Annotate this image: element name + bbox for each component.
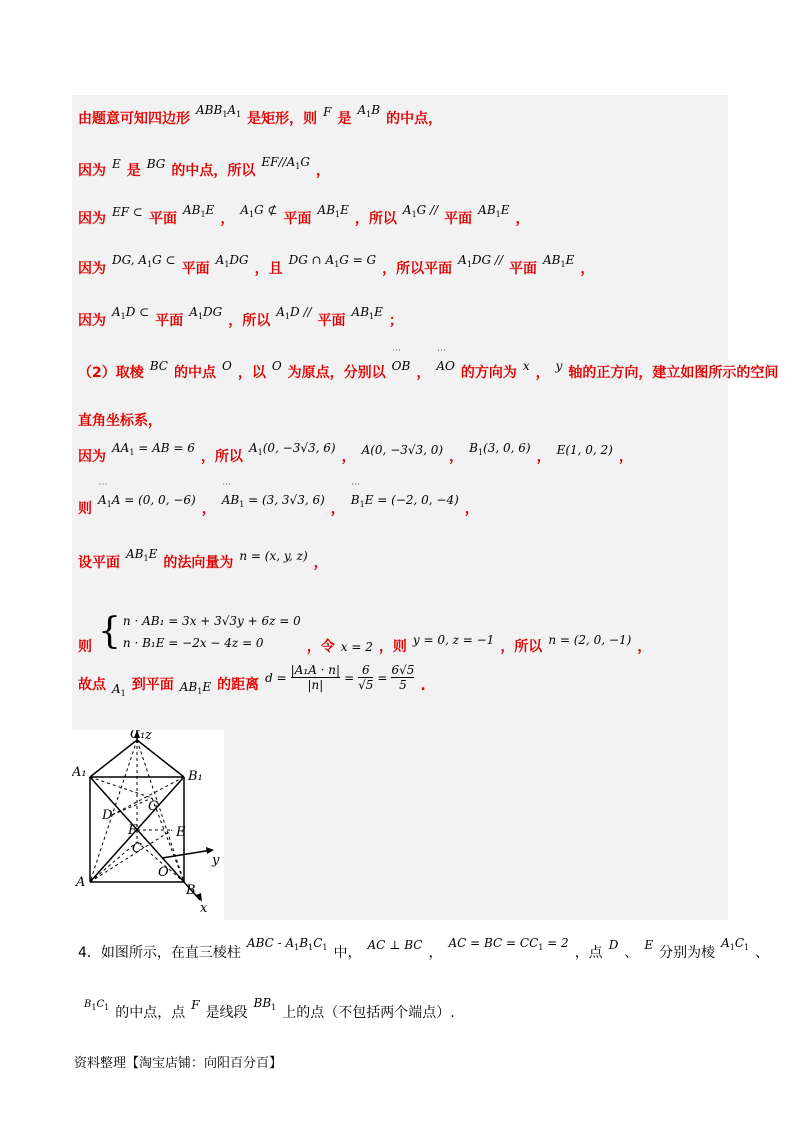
math: DG ∩ $A_1G = G$	[288, 253, 377, 269]
math: $A_1B$	[357, 103, 381, 119]
equation-1: n · AB₁ = 3x + 3√3y + 6z = 0	[122, 614, 301, 628]
math: $ABB_1A_1$	[196, 103, 242, 119]
text: 轴的正方向，建立如图所示的空间	[568, 365, 779, 381]
text: 4．如图所示，在直三棱柱	[78, 945, 241, 961]
text: ，	[515, 211, 530, 227]
math: $EF//A_1G$	[261, 155, 310, 171]
text: ，	[449, 449, 464, 465]
label-g: G	[148, 799, 159, 814]
solution-line-5	[78, 305, 403, 330]
text: 分别为棱	[659, 945, 716, 961]
text: ，	[330, 501, 345, 517]
line-dg	[112, 798, 152, 815]
text: 的距离	[217, 677, 260, 693]
text: 平面	[444, 211, 473, 227]
math: $AB_1E$	[179, 680, 212, 696]
line-c1a	[90, 740, 137, 882]
line-c1b	[137, 740, 184, 882]
text: 上的点（不包括两个端点）.	[282, 1005, 455, 1021]
text: 设平面	[78, 555, 120, 571]
text: 故点	[78, 677, 106, 693]
math: $AB_1E$	[126, 547, 158, 563]
math: y	[555, 359, 563, 373]
solution-line-11	[78, 612, 651, 656]
text: ，令	[306, 639, 335, 655]
math: O	[271, 359, 282, 373]
vector-b1e: ˙˙˙ $B_1E = (-2$, 0, −4)	[351, 493, 459, 509]
math: $B_1C_1$	[84, 999, 110, 1012]
math: O	[221, 359, 232, 373]
math: AC ⊥ BC	[367, 938, 423, 952]
text: ，所以	[354, 211, 397, 227]
label-c1: C₁	[130, 730, 146, 742]
text: 到平面	[131, 677, 174, 693]
label-z: z	[145, 730, 152, 743]
solution-line-10	[78, 547, 328, 572]
text: ，所以	[200, 449, 243, 465]
math: AC = BC = $CC_1 = 2$	[448, 936, 569, 952]
text: 是	[126, 163, 141, 179]
text: 平面	[148, 211, 177, 227]
label-e: E	[176, 825, 186, 840]
prism-figure	[72, 730, 224, 920]
math: E(1, 0, 2)	[556, 443, 613, 457]
text: 平面	[317, 313, 346, 329]
text: ，	[201, 501, 216, 517]
distance-formula: d = $\frac{\text{|A₁A · n|}}{|n|}$ = $\frac{6}{√5}$ = $\frac{6√5}{5}$	[265, 663, 415, 692]
math: $AB_1E$	[478, 203, 510, 219]
text: ，以	[237, 365, 266, 381]
problem-4-line-1	[78, 936, 770, 962]
text: 是线段	[205, 1005, 248, 1021]
text: ，	[416, 365, 431, 381]
text: （2）取棱	[78, 365, 144, 381]
text: 的中点，点	[115, 1005, 186, 1021]
math: x	[522, 359, 530, 373]
text: 因为	[78, 163, 106, 179]
text: ，	[580, 261, 595, 277]
prism-diagram	[72, 730, 224, 920]
math: $A_1DG$ //	[458, 253, 504, 269]
text: ，点	[574, 945, 603, 961]
text: ，	[535, 365, 550, 381]
equation-2: n · B₁E = −2x − 4z = 0	[122, 636, 264, 650]
footer-source: 资料整理【淘宝店铺：向阳百分百】	[74, 1056, 283, 1071]
vector-ao: ˙˙˙ AO	[436, 359, 455, 373]
text: 是	[337, 111, 352, 127]
math: x = 2	[340, 640, 373, 654]
math: $AB_1E$	[182, 203, 215, 219]
label-o: O	[158, 865, 169, 880]
problem-4-line-2	[78, 996, 455, 1022]
math: $A_1DG$	[215, 253, 249, 269]
text: 因为	[78, 313, 106, 329]
text: 平面	[181, 261, 210, 277]
math: BG	[146, 157, 166, 171]
solution-line-9	[78, 493, 479, 518]
math: $A_1D$ //	[276, 305, 312, 321]
text: .	[420, 678, 426, 694]
label-y: y	[212, 853, 220, 868]
math: $A_1G$ ⊄	[240, 203, 278, 219]
text: ，	[341, 449, 356, 465]
solution-line-2	[78, 155, 330, 180]
equation-system: { n · AB₁ = 3x + 3√3y + 6z = 0 n · B₁E = −2x − 4z = 0	[98, 611, 301, 652]
solution-line-6	[78, 359, 779, 382]
math: D	[608, 938, 619, 952]
text: ，所以	[228, 313, 271, 329]
solution-line-1	[78, 103, 443, 128]
text: 由题意可知四边形	[78, 111, 190, 127]
math: F	[323, 105, 332, 119]
text: ；	[388, 313, 403, 329]
math: $AA_1$ = AB = 6	[112, 441, 195, 457]
math: $B_1(3$, 0, 6)	[469, 441, 531, 457]
solution-line-3	[78, 203, 530, 228]
text: ，	[536, 449, 551, 465]
edge-c1b1	[137, 740, 184, 777]
math: A(0, −3√3, 0)	[361, 443, 444, 457]
math: $A_1$	[112, 682, 126, 698]
label-b1: B₁	[188, 769, 203, 784]
solution-line-4	[78, 253, 595, 278]
vector-ob: ˙˙˙ OB	[392, 359, 411, 373]
math: $A_1C_1$	[721, 936, 750, 952]
math: ABC - $A_1B_1C_1$	[246, 936, 328, 952]
text: 则	[78, 501, 92, 517]
text: 的中点，	[386, 111, 443, 127]
text: ，	[428, 945, 443, 961]
math: $A_1D$ ⊂	[112, 305, 150, 321]
math: $A_1(0$, −3√3, 6)	[248, 441, 336, 457]
text: 平面	[155, 313, 184, 329]
y-axis	[162, 850, 212, 858]
math: DG, $A_1G$ ⊂	[112, 253, 176, 269]
text: ，	[315, 163, 330, 179]
solution-line-12	[78, 663, 426, 698]
label-b: B	[186, 883, 196, 898]
math: EF ⊂	[112, 205, 143, 219]
text: 、	[755, 945, 770, 961]
math: BC	[149, 359, 168, 373]
math: $AB_1E$	[317, 203, 349, 219]
label-a: A	[76, 875, 86, 890]
text: ，	[220, 211, 235, 227]
solution-line-8	[78, 441, 633, 466]
edge-a1c1	[90, 740, 137, 777]
text: 直角坐标系，	[78, 413, 162, 429]
text: 的中点	[173, 365, 216, 381]
label-d: D	[102, 808, 113, 823]
math: n = (x, y, z)	[239, 549, 308, 563]
text: 、	[624, 945, 639, 961]
math: $A_1DG$	[189, 305, 223, 321]
text: ，所以平面	[382, 261, 453, 277]
solution-line-7	[78, 410, 162, 430]
vector-a1a: ˙˙˙ $A_1A = (0$, 0, −6)	[98, 493, 196, 509]
math: $BB_1$	[253, 996, 277, 1012]
text: 因为	[78, 449, 106, 465]
math: F	[191, 998, 200, 1012]
text: ，	[464, 501, 479, 517]
text: 的中点，所以	[171, 163, 256, 179]
math: E	[112, 157, 121, 171]
text: ，	[637, 639, 652, 655]
text: 的方向为	[460, 365, 517, 381]
math: n = (2, 0, −1)	[548, 633, 632, 647]
text: ，则	[378, 639, 407, 655]
text: 因为	[78, 211, 106, 227]
text: ，所以	[500, 639, 543, 655]
text: 平面	[283, 211, 312, 227]
label-x: x	[200, 901, 208, 916]
text: 的法向量为	[163, 555, 234, 571]
text: 则	[78, 639, 92, 655]
text: ，且	[254, 261, 283, 277]
label-a1: A₁	[72, 765, 87, 780]
math: E	[644, 938, 654, 952]
text: 是矩形，则	[247, 111, 318, 127]
text: ，	[618, 449, 633, 465]
text: 中，	[333, 945, 362, 961]
text: ，	[313, 555, 328, 571]
text: 平面	[509, 261, 538, 277]
math: $AB_1E$	[351, 305, 383, 321]
math: y = 0, z = −1	[412, 633, 495, 647]
label-f: F	[128, 823, 138, 838]
text: 为原点，分别以	[287, 365, 386, 381]
label-c: C	[132, 841, 142, 856]
math: $AB_1E$	[543, 253, 575, 269]
vector-ab1: ˙˙˙ $AB_1 = (3$, 3√3, 6)	[222, 493, 325, 509]
text: 因为	[78, 261, 106, 277]
math: $A_1G$ //	[402, 203, 439, 219]
